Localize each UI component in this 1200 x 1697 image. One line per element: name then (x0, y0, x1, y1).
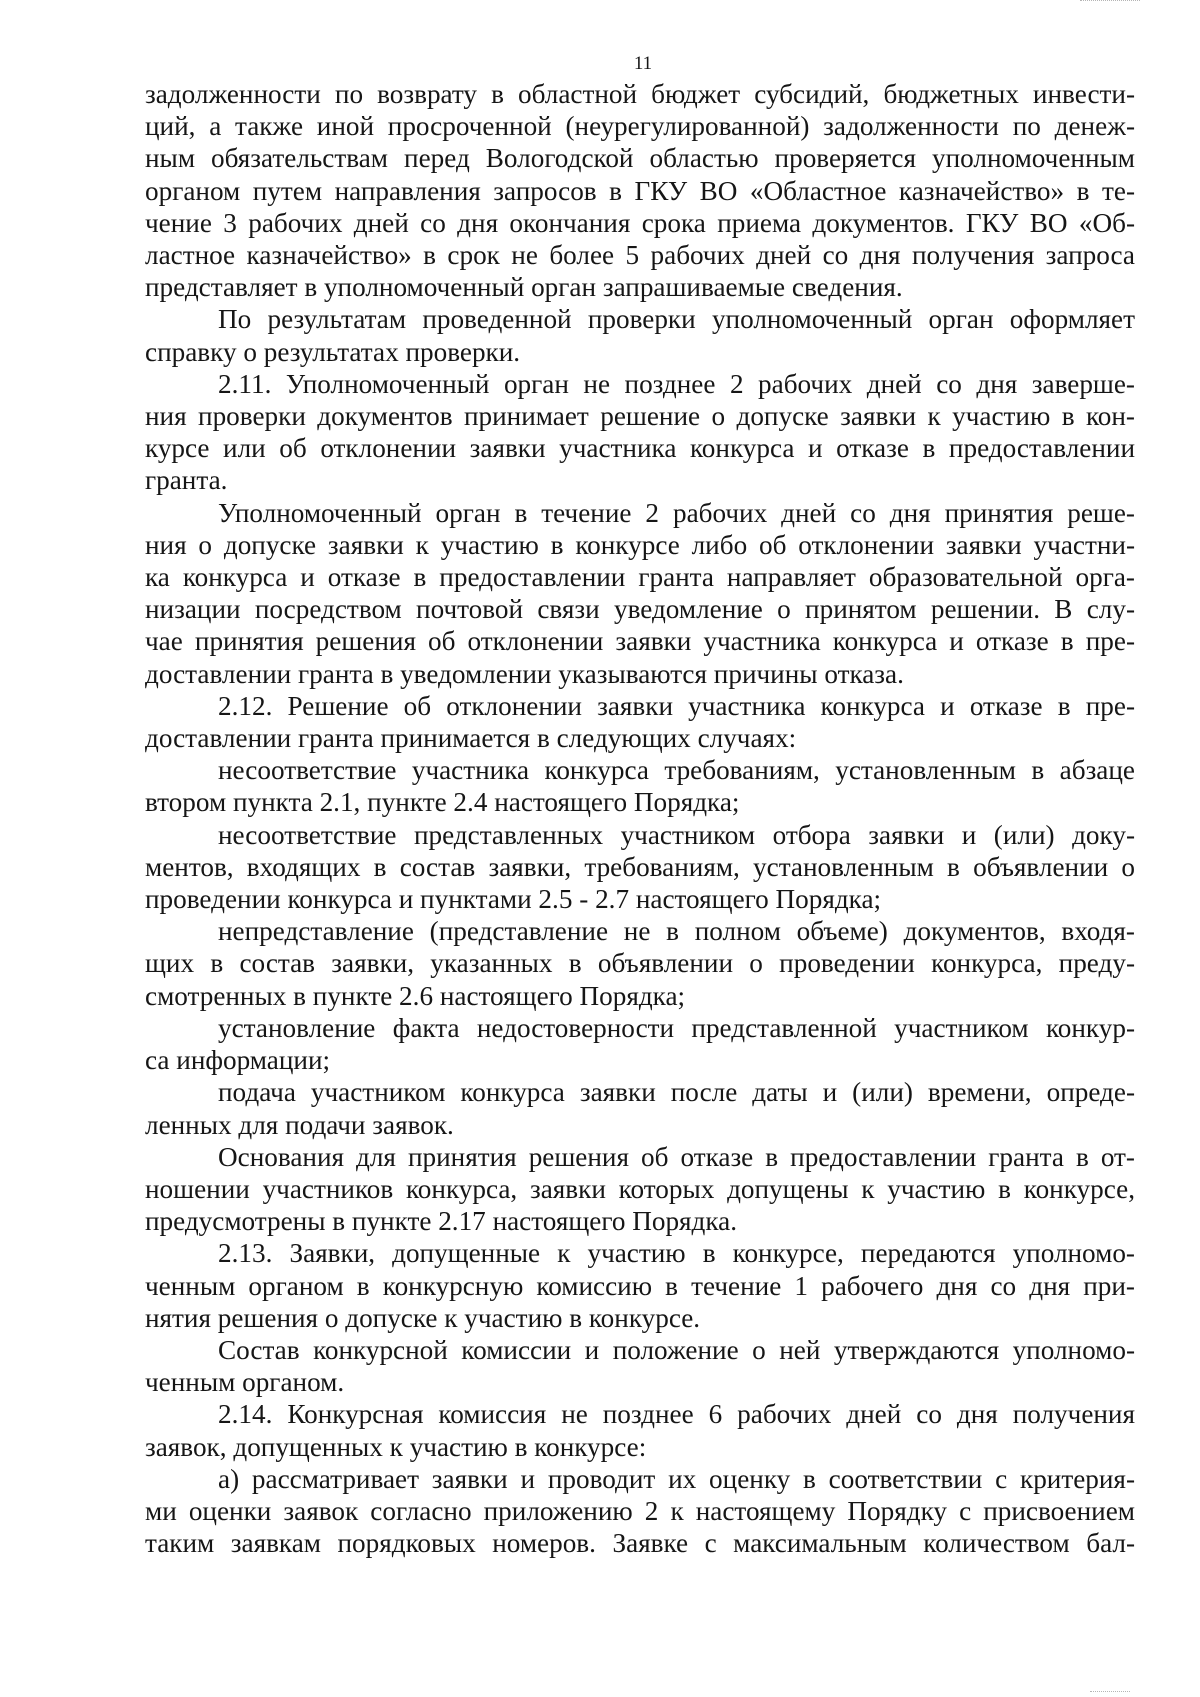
text-line: Уполномоченный орган в течение 2 рабочих дней со дня принятия реше- (218, 497, 1135, 528)
text-line: ций, а также иной просроченной (неурегулированной) задолженности по денеж- (145, 111, 1135, 142)
text-line: ным обязательствам перед Вологодской областью проверяется уполномоченным (145, 143, 1135, 174)
page-number: 11 (633, 53, 653, 74)
text-line: 2.12. Решение об отклонении заявки участника конкурса и отказе в пре- (218, 690, 1135, 721)
text-line: 2.14. Конкурсная комиссия не позднее 6 рабочих дней со дня получения (218, 1399, 1135, 1430)
text-line: таким заявкам порядковых номеров. Заявке с максимальным количеством бал- (145, 1528, 1135, 1559)
text-line: ленных для подачи заявок. (145, 1109, 454, 1140)
text-line: 2.13. Заявки, допущенные к участию в конкурсе, передаются уполномо- (218, 1238, 1135, 1269)
text-line: ченным органом. (145, 1367, 345, 1398)
text-line: низации посредством почтовой связи уведомление о принятом решении. В слу- (145, 594, 1135, 625)
text-line: ченным органом в конкурсную комиссию в течение 1 рабочего дня со дня при- (145, 1270, 1135, 1301)
text-line: несоответствие представленных участником отбора заявки и (или) доку- (218, 819, 1135, 850)
text-line: ластное казначейство» в срок не более 5 рабочих дней со дня получения запроса (145, 240, 1135, 271)
text-line: Состав конкурсной комиссии и положение о ней утверждаются уполномо- (218, 1334, 1135, 1365)
text-line: несоответствие участника конкурса требованиям, установленным в абзаце (218, 755, 1135, 786)
text-line: а) рассматривает заявки и проводит их оценку в соответствии с критерия- (218, 1463, 1135, 1494)
scan-artifact (1080, 0, 1140, 4)
text-line: ния проверки документов принимает решение о допуске заявки к участию в кон- (145, 401, 1135, 432)
text-line: чае принятия решения об отклонении заявки участника конкурса и отказе в пре- (145, 626, 1135, 657)
scan-artifact (1090, 1691, 1130, 1695)
text-line: установление факта недостоверности представленной участником конкур- (218, 1012, 1135, 1043)
text-line: гранта. (145, 465, 228, 496)
text-line: задолженности по возврату в областной бюджет субсидий, бюджетных инвести- (145, 79, 1135, 109)
text-line: нятия решения о допуске к участию в конкурсе. (145, 1302, 701, 1333)
text-line: курсе или об отклонении заявки участника конкурса и отказе в предоставлении (145, 433, 1135, 464)
text-line: ношении участников конкурса, заявки которых допущены к участию в конкурсе, (145, 1173, 1135, 1204)
text-line: ния о допуске заявки к участию в конкурсе либо об отклонении заявки участни- (145, 529, 1135, 560)
text-line: щих в состав заявки, указанных в объявлении о проведении конкурса, преду- (145, 948, 1135, 979)
text-line: справку о результатах проверки. (145, 336, 521, 367)
text-line: проведении конкурса и пунктами 2.5 - 2.7 настоящего Порядка; (145, 884, 882, 915)
text-line: ка конкурса и отказе в предоставлении гранта направляет образовательной орга- (145, 562, 1135, 593)
text-line: ми оценки заявок согласно приложению 2 к настоящему Порядку с присвоением (145, 1495, 1135, 1526)
text-line: доставлении гранта в уведомлении указываются причины отказа. (145, 658, 904, 689)
text-line: смотренных в пункте 2.6 настоящего Порядка; (145, 980, 686, 1011)
text-line: са информации; (145, 1045, 331, 1076)
text-line: заявок, допущенных к участию в конкурсе: (145, 1431, 647, 1462)
text-line: 2.11. Уполномоченный орган не позднее 2 рабочих дней со дня заверше- (218, 368, 1135, 399)
text-line: предусмотрены в пункте 2.17 настоящего Порядка. (145, 1206, 738, 1237)
text-line: чение 3 рабочих дней со дня окончания срока приема документов. ГКУ ВО «Об- (145, 207, 1135, 238)
text-line: представляет в уполномоченный орган запрашиваемые сведения. (145, 272, 903, 303)
text-line: органом путем направления запросов в ГКУ ВО «Областное казначейство» в те- (145, 175, 1135, 206)
text-line: втором пункта 2.1, пункте 2.4 настоящего Порядка; (145, 787, 740, 818)
text-line: подача участником конкурса заявки после даты и (или) времени, опреде- (218, 1077, 1135, 1108)
text-line: Основания для принятия решения об отказе в предоставлении гранта в от- (218, 1141, 1135, 1172)
text-line: ментов, входящих в состав заявки, требованиям, установленным в объявлении о (145, 851, 1135, 882)
text-line: По результатам проведенной проверки уполномоченный орган оформляет (218, 304, 1135, 335)
body-text (145, 78, 1135, 1559)
text-line: доставлении гранта принимается в следующих случаях: (145, 723, 797, 754)
text-line: непредставление (представление не в полном объеме) документов, входя- (218, 916, 1135, 947)
